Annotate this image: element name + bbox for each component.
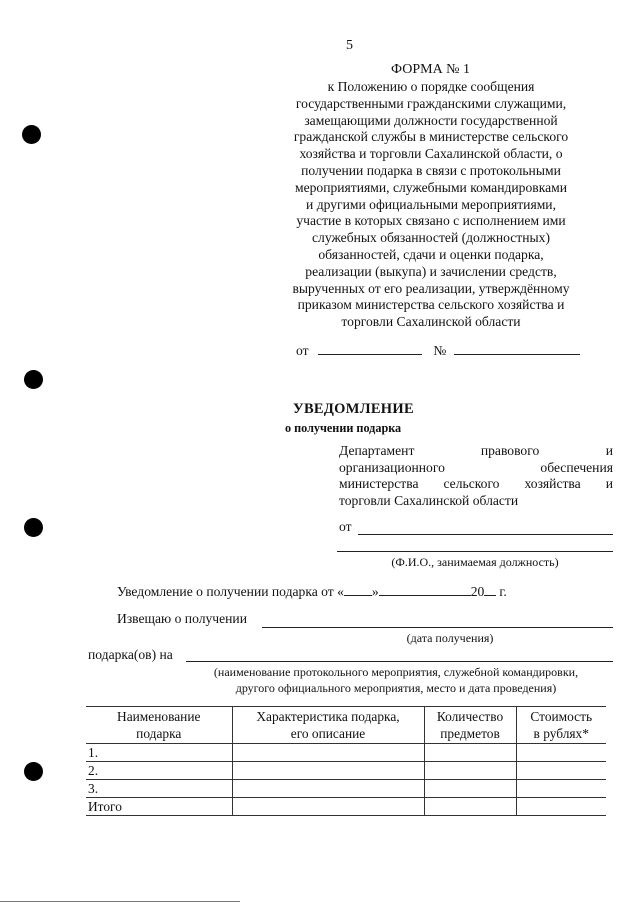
row-label: 1. xyxy=(88,744,99,760)
preamble-line: замещающими должности государственной xyxy=(304,112,558,128)
recipient-department xyxy=(339,443,613,510)
notice-year-field[interactable] xyxy=(484,583,496,596)
preamble-line: торговли Сахалинской области xyxy=(341,314,521,330)
table-cell[interactable] xyxy=(424,780,516,798)
punch-hole xyxy=(24,370,43,389)
notice-suffix: г. xyxy=(499,584,507,599)
row-label: Итого xyxy=(88,798,122,814)
document-subheading: о получении подарка xyxy=(285,421,402,435)
column-header-name: Наименование подарка xyxy=(117,709,201,741)
sender-caption: (Ф.И.О., занимаемая должность) xyxy=(391,555,559,569)
preamble-line: получении подарка в связи с протокольными xyxy=(301,162,561,178)
preamble-line: реализации (выкупа) и зачислении средств, xyxy=(305,263,557,279)
regulation-preamble xyxy=(272,79,590,331)
from-label: от xyxy=(296,343,309,358)
date-caption: (дата получения) xyxy=(406,631,494,645)
footer-rule xyxy=(0,901,240,902)
table-cell[interactable] xyxy=(424,744,516,762)
notice-day-field[interactable] xyxy=(344,583,372,596)
preamble-line: гражданской службы в министерстве сельского xyxy=(293,129,569,145)
table-cell[interactable] xyxy=(516,744,606,762)
table-row xyxy=(86,762,606,780)
gifts-label: подарка(ов) на xyxy=(88,647,173,662)
table-cell[interactable] xyxy=(232,780,424,798)
order-date-field[interactable] xyxy=(318,342,422,355)
preamble-line: и другими официальными мероприятиями, xyxy=(306,196,556,212)
preamble-line: хозяйства и торговли Сахалинской области, о xyxy=(299,146,563,162)
table-row-total xyxy=(86,798,606,816)
table-cell[interactable] xyxy=(516,798,606,816)
preamble-line: служебных обязанностей (должностных) xyxy=(312,230,550,246)
sender-from-label: от xyxy=(339,519,352,534)
document-heading: УВЕДОМЛЕНИЕ xyxy=(293,401,414,417)
table-header-row xyxy=(86,707,606,744)
column-header-description: Характеристика подарка, его описание xyxy=(232,707,424,744)
notice-mid: » xyxy=(371,584,379,599)
form-title: ФОРМА № 1 xyxy=(391,62,471,77)
event-field[interactable] xyxy=(186,661,613,662)
preamble-line: приказом министерства сельского хозяйства и xyxy=(297,297,565,313)
row-label: 3. xyxy=(88,780,99,796)
preamble-line: обязанностей, сдачи и оценки подарка, xyxy=(318,246,544,262)
inform-label: Извещаю о получении xyxy=(117,611,247,626)
order-number-field[interactable] xyxy=(454,342,580,355)
notice-year-prefix: 20 xyxy=(470,584,485,599)
punch-hole xyxy=(24,518,43,537)
event-caption: другого официального мероприятия, место и дата проведения) xyxy=(235,681,557,695)
receipt-date-field[interactable] xyxy=(262,627,613,628)
gifts-table xyxy=(86,706,606,816)
page-number: 5 xyxy=(346,38,353,53)
number-label: № xyxy=(433,343,447,358)
event-caption: (наименование протокольного мероприятия, служебной командировки, xyxy=(213,665,579,679)
sender-position-field[interactable] xyxy=(337,551,613,552)
punch-hole xyxy=(24,762,43,781)
preamble-line: мероприятиями, служебными командировками xyxy=(294,179,568,195)
table-row xyxy=(86,780,606,798)
column-header-cost: Стоимость в рублях* xyxy=(516,707,606,744)
department-line: министерства сельского хозяйства и xyxy=(339,476,613,492)
table-cell[interactable] xyxy=(424,762,516,780)
table-cell[interactable] xyxy=(516,780,606,798)
department-line: Департамент правового и xyxy=(339,443,613,458)
table-cell[interactable] xyxy=(232,798,424,816)
column-header-quantity: Количество предметов xyxy=(424,707,516,744)
row-label: 2. xyxy=(88,762,99,778)
order-date-number-line xyxy=(296,342,586,359)
table-row xyxy=(86,744,606,762)
table-cell[interactable] xyxy=(232,762,424,780)
notice-prefix: Уведомление о получении подарка от « xyxy=(117,584,344,599)
preamble-line: вырученных от его реализации, утверждённому xyxy=(292,280,570,296)
table-cell[interactable] xyxy=(516,762,606,780)
department-line: организационного обеспечения xyxy=(339,459,613,475)
table-cell[interactable] xyxy=(232,744,424,762)
preamble-line: к Положению о порядке сообщения xyxy=(327,79,535,94)
sender-name-field[interactable] xyxy=(358,534,613,535)
punch-hole xyxy=(22,125,41,144)
notice-date-line xyxy=(117,583,557,600)
preamble-line: участие в которых связано с исполнением ими xyxy=(296,213,566,229)
department-line: торговли Сахалинской области xyxy=(339,493,519,509)
table-cell[interactable] xyxy=(424,798,516,816)
preamble-line: государственными гражданскими служащими, xyxy=(295,95,567,111)
notice-month-field[interactable] xyxy=(379,583,471,596)
